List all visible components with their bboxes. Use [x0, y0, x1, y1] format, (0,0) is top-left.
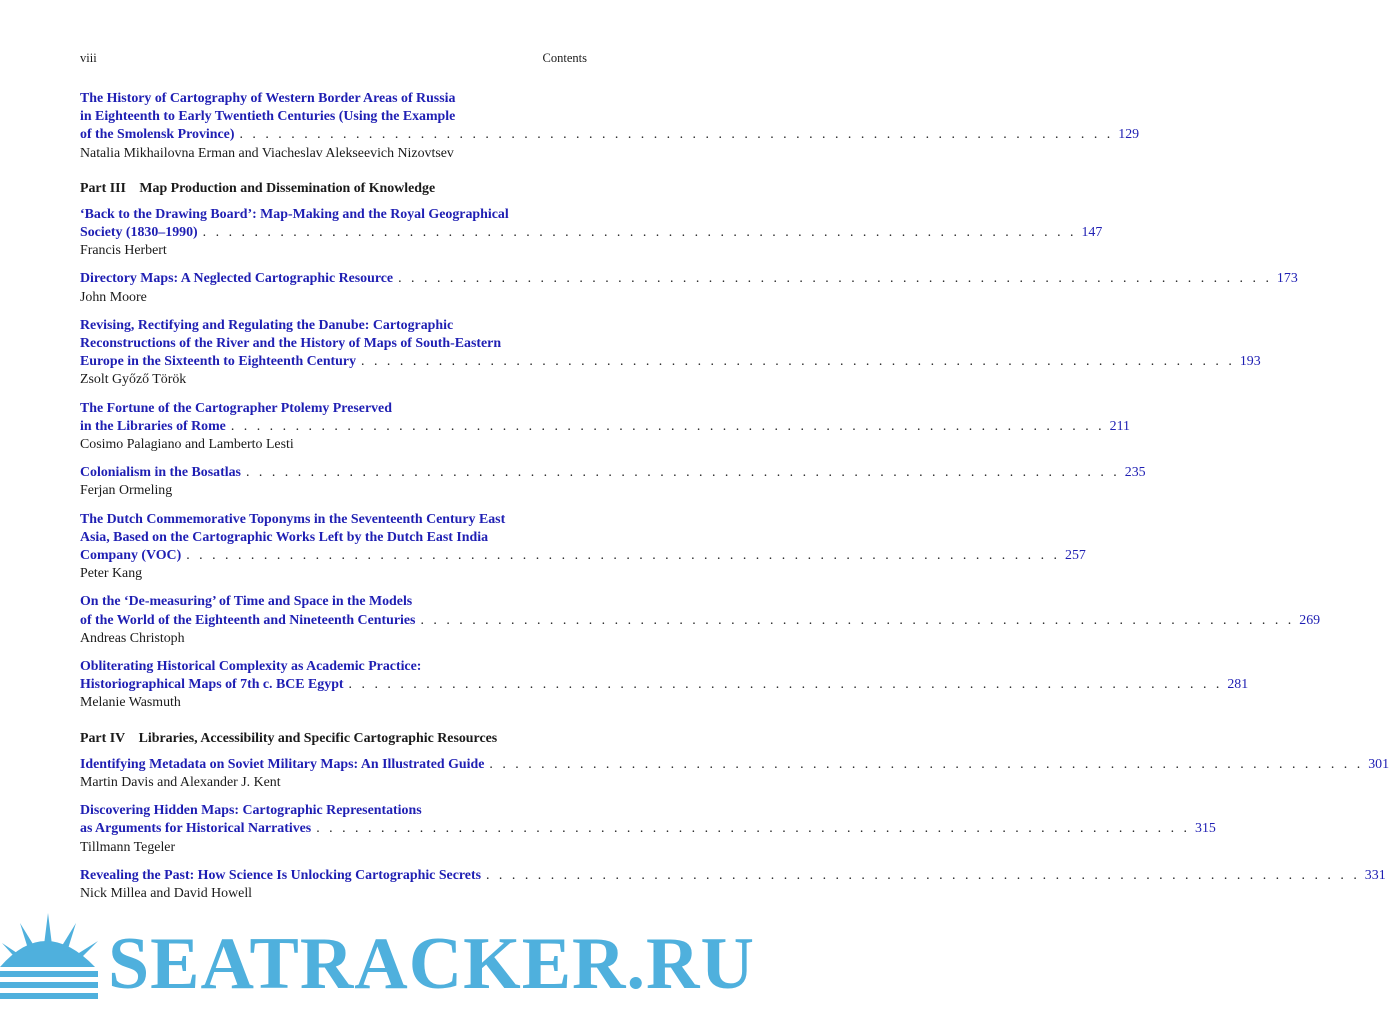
toc-entry-title-line[interactable]: Reconstructions of the River and the History of Maps of South-Eastern — [80, 336, 502, 352]
dot-leader — [186, 547, 1060, 565]
toc-entry-authors: John Moore — [80, 289, 147, 305]
toc-entry-title-line[interactable] — [80, 353, 1261, 371]
toc-entry-title-text[interactable]: Europe in the Sixteenth to Eighteenth Century — [80, 354, 357, 370]
toc-entry-title-line[interactable]: On the ‘De-measuring’ of Time and Space in the Models — [80, 594, 413, 610]
toc-entry-authors: Tillmann Tegeler — [80, 839, 176, 855]
toc-entry-title-text[interactable]: Revealing the Past: How Science Is Unlocking Cartographic Secrets — [80, 867, 481, 883]
dot-leader — [361, 353, 1235, 371]
toc-group-b — [80, 206, 1321, 713]
toc-entry-authors: Peter Kang — [80, 566, 143, 582]
toc-entry-page-number[interactable]: 301 — [1368, 756, 1389, 772]
dot-leader — [420, 612, 1294, 630]
running-header — [80, 51, 587, 66]
toc-entry-page-number[interactable]: 315 — [1195, 821, 1216, 837]
toc-entry-title-line[interactable] — [80, 867, 1386, 885]
toc-entry-title-line[interactable] — [80, 418, 1130, 436]
toc-entry-page-number[interactable]: 269 — [1299, 612, 1321, 628]
toc-entry[interactable] — [80, 90, 1140, 163]
toc-entry-title-line[interactable] — [80, 464, 1146, 482]
toc-entry[interactable] — [80, 317, 1261, 390]
toc-entry-title-line[interactable]: ‘Back to the Drawing Board’: Map-Making and the Royal Geographical — [80, 206, 509, 222]
toc-entry[interactable] — [80, 511, 1086, 584]
toc-entry[interactable] — [80, 867, 1386, 903]
part-heading-4 — [80, 731, 587, 747]
toc-entry-page-number[interactable]: 193 — [1239, 354, 1261, 370]
toc-entry-title-text[interactable]: as Arguments for Historical Narratives — [80, 821, 312, 837]
toc-entry[interactable] — [80, 400, 1130, 455]
toc-entry-page-number[interactable]: 331 — [1364, 867, 1386, 883]
toc-entry-title-line[interactable]: Discovering Hidden Maps: Cartographic Representations — [80, 803, 422, 819]
toc-entry-page-number[interactable]: 257 — [1065, 548, 1086, 564]
dot-leader — [231, 418, 1105, 436]
toc-entry[interactable] — [80, 593, 1321, 648]
toc-entry-authors: Nick Millea and David Howell — [80, 885, 253, 901]
page-number: viii — [80, 51, 97, 65]
dot-leader — [486, 867, 1360, 885]
toc-entry[interactable] — [80, 270, 1298, 306]
dot-leader — [239, 126, 1113, 144]
toc-entry-page-number[interactable]: 281 — [1227, 677, 1249, 693]
toc-entry-title-line[interactable] — [80, 270, 1298, 288]
toc-entry-page-number[interactable]: 147 — [1081, 225, 1103, 241]
toc-entry-title-text[interactable]: in the Libraries of Rome — [80, 418, 226, 434]
dot-leader — [316, 820, 1190, 838]
toc-entry-title-line[interactable]: Asia, Based on the Cartographic Works Left by the Dutch East India — [80, 529, 489, 545]
toc-entry-page-number[interactable]: 235 — [1124, 465, 1146, 481]
toc-entry-title-line[interactable]: in Eighteenth to Early Twentieth Centuries (Using the Example — [80, 109, 456, 125]
toc-entry-title-line[interactable]: The Fortune of the Cartographer Ptolemy Preserved — [80, 400, 392, 416]
toc-entry-title-line[interactable]: Obliterating Historical Complexity as Academic Practice: — [80, 659, 422, 675]
toc-entry[interactable] — [80, 756, 1389, 792]
part-title: Libraries, Accessibility and Specific Cartographic Resources — [138, 730, 498, 746]
toc-entry-title-text[interactable]: Company (VOC) — [80, 548, 182, 564]
toc-entry-authors: Martin Davis and Alexander J. Kent — [80, 774, 281, 790]
dot-leader — [349, 676, 1223, 694]
toc-entry-title-text[interactable]: Directory Maps: A Neglected Cartographic Resource — [80, 271, 394, 287]
toc-entry-authors: Cosimo Palagiano and Lamberto Lesti — [80, 437, 294, 453]
part-number: Part IV — [80, 730, 126, 746]
toc-group-a — [80, 90, 1140, 163]
toc-entry-title-text[interactable]: Colonialism in the Bosatlas — [80, 465, 241, 481]
toc-group-c — [80, 756, 1389, 903]
toc-entry[interactable] — [80, 206, 1103, 261]
toc-entry-title-line[interactable] — [80, 126, 1140, 144]
toc-entry-title-text[interactable]: of the World of the Eighteenth and Nineteenth Centuries — [80, 612, 416, 628]
toc-entry-title-line[interactable] — [80, 224, 1103, 242]
part-heading-3 — [80, 181, 587, 197]
toc-entry-title-line[interactable] — [80, 612, 1321, 630]
toc-entry-page-number[interactable]: 211 — [1109, 418, 1130, 434]
toc-entry-title-line[interactable] — [80, 756, 1389, 774]
toc-entry-title-line[interactable]: The Dutch Commemorative Toponyms in the Seventeenth Century East — [80, 511, 506, 527]
toc-entry-title-line[interactable] — [80, 676, 1249, 694]
running-title: Contents — [542, 51, 587, 65]
toc-entry-title-line[interactable]: The History of Cartography of Western Border Areas of Russia — [80, 91, 456, 106]
part-title: Map Production and Dissemination of Knowledge — [139, 180, 436, 196]
toc-entry-authors: Francis Herbert — [80, 243, 167, 259]
toc-entry-title-line[interactable] — [80, 820, 1216, 838]
toc-entry-authors: Andreas Christoph — [80, 630, 185, 646]
toc-entry-authors: Melanie Wasmuth — [80, 695, 181, 711]
part-number: Part III — [80, 180, 126, 196]
toc-entry-title-text[interactable]: Identifying Metadata on Soviet Military Maps: An Illustrated Guide — [80, 756, 485, 772]
toc-entry-title-text[interactable]: Historiographical Maps of 7th c. BCE Egypt — [80, 677, 344, 693]
dot-leader — [246, 464, 1120, 482]
toc-entry[interactable] — [80, 802, 1216, 857]
toc-entry-title-text[interactable]: Society (1830–1990) — [80, 225, 198, 241]
toc-entry-title-line[interactable]: Revising, Rectifying and Regulating the Danube: Cartographic — [80, 317, 454, 333]
dot-leader — [203, 224, 1077, 242]
toc-entry-title-text[interactable]: of the Smolensk Province) — [80, 127, 235, 143]
toc-entry-authors: Ferjan Ormeling — [80, 483, 173, 499]
dot-leader — [489, 756, 1363, 774]
toc-entry-authors: Natalia Mikhailovna Erman and Viacheslav Alekseevich Nizovtsev — [80, 145, 454, 161]
table-of-contents — [80, 90, 1389, 913]
toc-entry-page-number[interactable]: 173 — [1276, 271, 1298, 287]
watermark-text: SEATRACKER.RU — [108, 923, 755, 1005]
toc-entry[interactable] — [80, 658, 1249, 713]
toc-entry[interactable] — [80, 464, 1146, 500]
toc-entry-page-number[interactable]: 129 — [1118, 127, 1140, 143]
dot-leader — [398, 270, 1272, 288]
toc-entry-title-line[interactable] — [80, 547, 1086, 565]
toc-entry-authors: Zsolt Győző Török — [80, 372, 187, 388]
